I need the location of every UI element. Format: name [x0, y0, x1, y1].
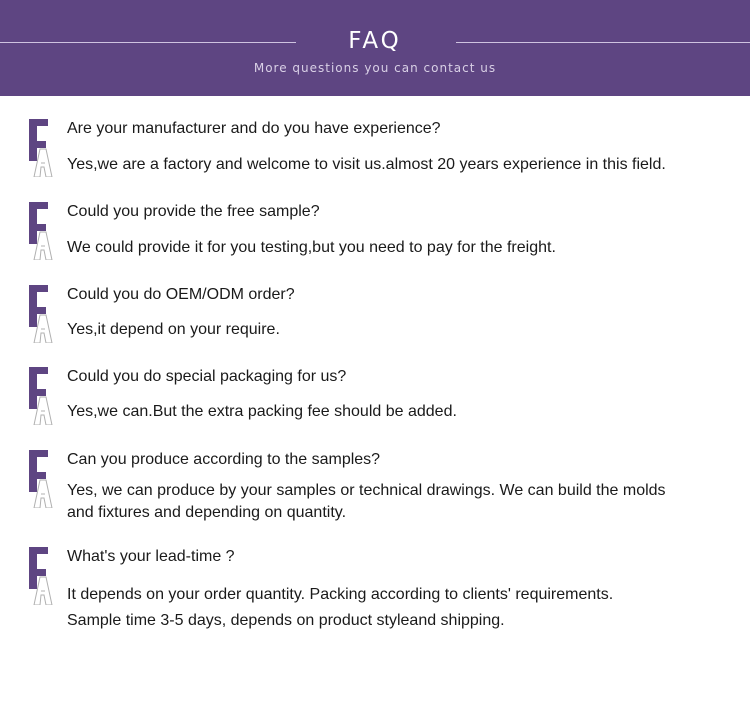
faq-question: Could you do OEM/ODM order? — [67, 286, 295, 303]
faq-qa-icon — [27, 547, 53, 605]
faq-answer — [67, 237, 707, 259]
page-title: FAQ — [348, 28, 402, 54]
faq-answer-line: Yes,we are a factory and welcome to visit us.almost 20 years experience in this field. — [67, 156, 666, 173]
faq-answer-line: Yes,we can.But the extra packing fee should be added. — [67, 403, 457, 420]
faq-answer-line: Sample time 3-5 days, depends on product styleand shipping. — [67, 612, 505, 629]
faq-qa-icon — [27, 202, 53, 260]
faq-question: Could you provide the free sample? — [67, 203, 320, 220]
faq-answer — [67, 582, 707, 634]
faq-question: Are your manufacturer and do you have experience? — [67, 120, 441, 137]
faq-qa-icon — [27, 450, 53, 508]
faq-answer — [67, 319, 707, 341]
faq-answer-line: Yes, we can produce by your samples or technical drawings. We can build the molds — [67, 482, 666, 499]
faq-answer-line: Yes,it depend on your require. — [67, 321, 280, 338]
faq-qa-icon — [27, 367, 53, 425]
faq-answer — [67, 480, 707, 524]
faq-qa-icon — [27, 119, 53, 177]
faq-answer — [67, 154, 707, 176]
faq-answer — [67, 401, 707, 423]
faq-qa-icon — [27, 285, 53, 343]
faq-banner — [0, 0, 750, 96]
page-subtitle: More questions you can contact us — [253, 61, 497, 75]
faq-answer-line: and fixtures and depending on quantity. — [67, 504, 347, 521]
faq-answer-line: We could provide it for you testing,but you need to pay for the freight. — [67, 239, 556, 256]
faq-question: Can you produce according to the samples? — [67, 451, 381, 468]
faq-answer-line: It depends on your order quantity. Packing according to clients' requirements. — [67, 586, 614, 603]
faq-question: What's your lead-time ? — [67, 548, 235, 565]
faq-question: Could you do special packaging for us? — [67, 368, 347, 385]
